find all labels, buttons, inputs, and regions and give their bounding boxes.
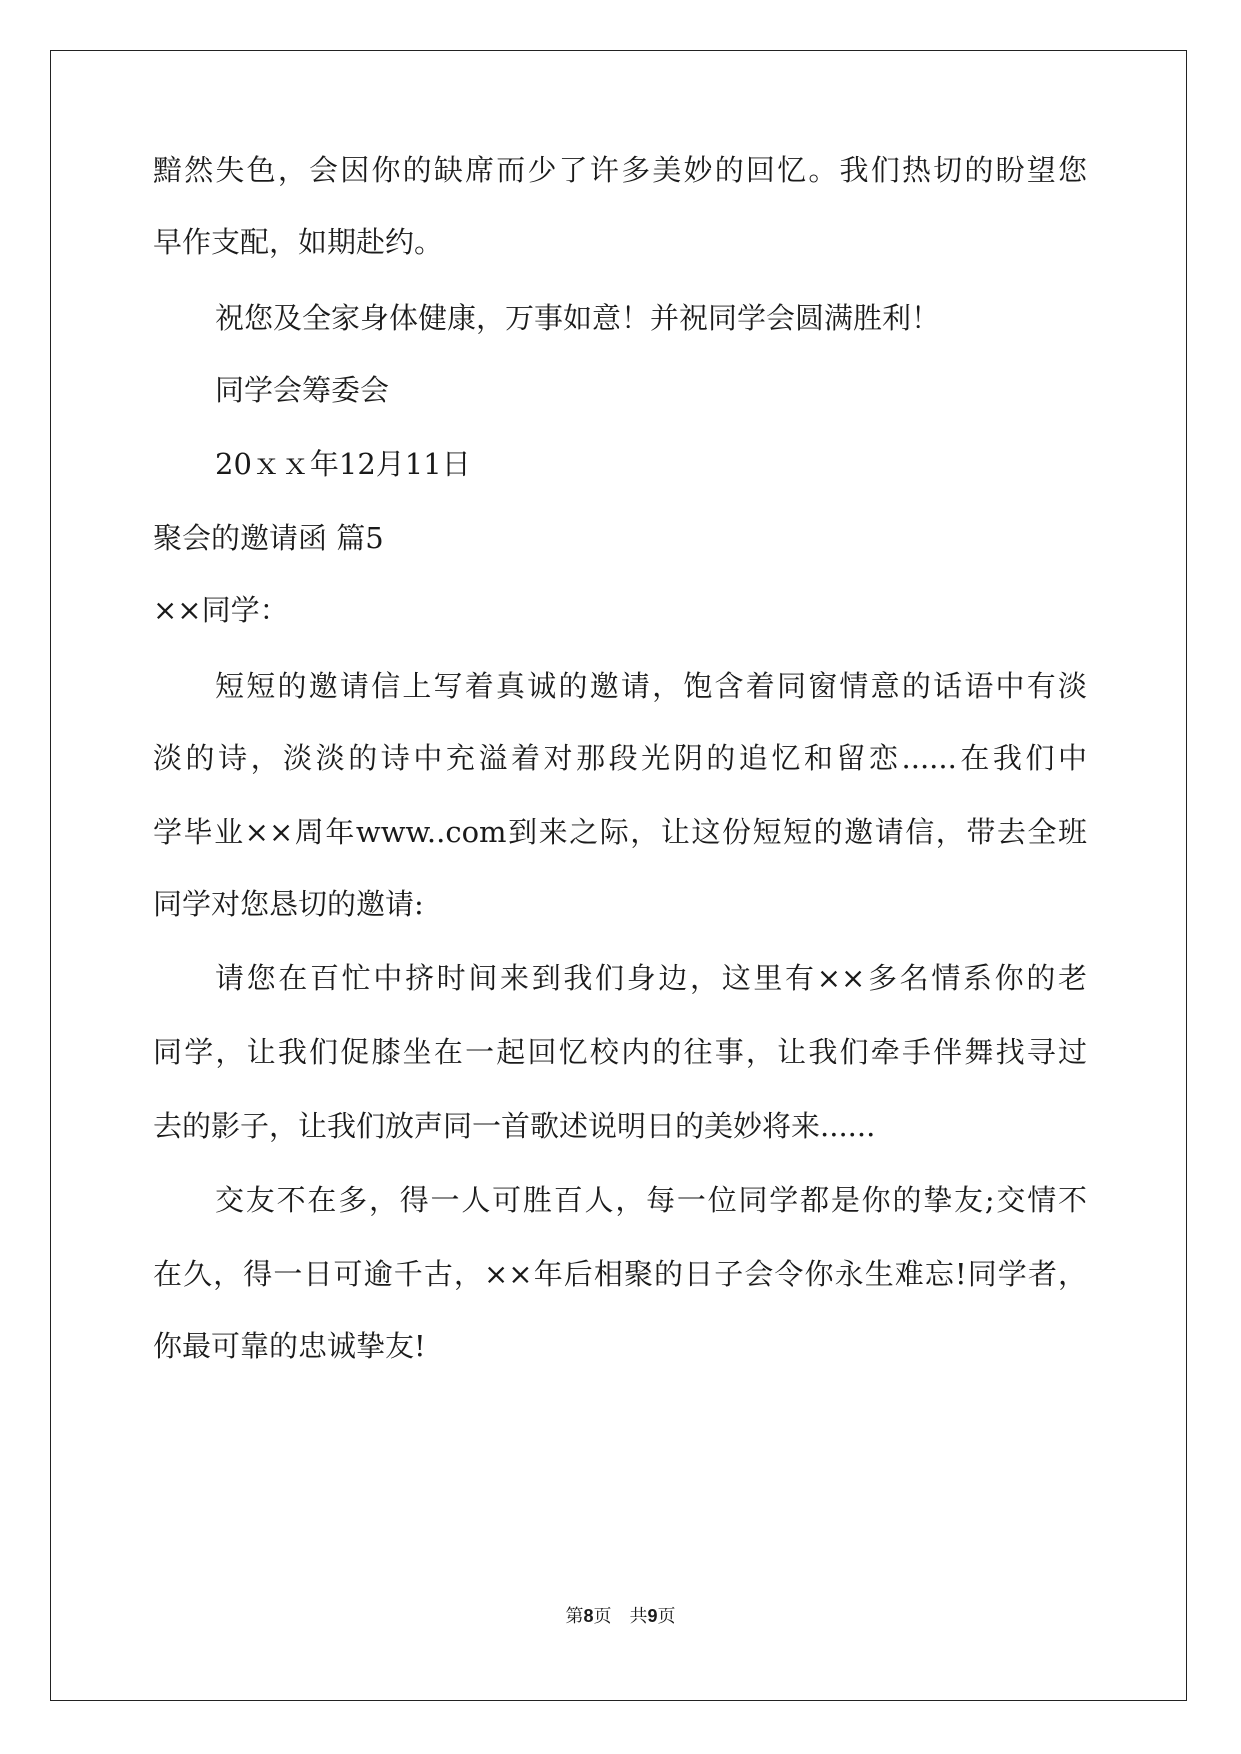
body-line: 去的影子，让我们放声同一首歌述说明日的美妙将来......: [153, 1109, 876, 1143]
footer-prefix: 第: [565, 1606, 584, 1627]
signature-committee: 同学会筹委会: [215, 373, 390, 407]
footer-total-pages: 9: [647, 1606, 658, 1626]
footer-suffix: 页: [657, 1606, 676, 1627]
body-line: 淡的诗，淡淡的诗中充溢着对那段光阴的追忆和留恋......在我们中: [153, 741, 1087, 775]
body-line: 你最可靠的忠诚挚友!: [153, 1329, 426, 1363]
page-footer: [0, 1604, 1241, 1629]
section-heading: 聚会的邀请函 篇5: [153, 521, 384, 555]
footer-current-page: 8: [583, 1606, 594, 1626]
body-line: 在久，得一日可逾千古，××年后相聚的日子会令你永生难忘!同学者，: [153, 1257, 1087, 1291]
body-line: 学毕业××周年www..com到来之际，让这份短短的邀请信，带去全班: [153, 815, 1087, 849]
body-line: 请您在百忙中挤时间来到我们身边，这里有××多名情系你的老: [215, 961, 1087, 995]
body-line: 黯然失色，会因你的缺席而少了许多美妙的回忆。我们热切的盼望您: [153, 153, 1087, 187]
signature-date: 20ｘｘ年12月11日: [215, 447, 471, 481]
body-line: 交友不在多，得一人可胜百人，每一位同学都是你的挚友;交情不: [215, 1183, 1087, 1217]
body-line: 同学，让我们促膝坐在一起回忆校内的往事，让我们牵手伴舞找寻过: [153, 1035, 1087, 1069]
body-line: 同学对您恳切的邀请:: [153, 887, 424, 921]
body-line: 祝您及全家身体健康，万事如意！并祝同学会圆满胜利！: [215, 301, 941, 335]
footer-mid: 页 共: [593, 1606, 648, 1627]
body-line: 短短的邀请信上写着真诚的邀请，饱含着同窗情意的话语中有淡: [215, 669, 1087, 703]
body-line: 早作支配，如期赴约。: [153, 225, 444, 259]
salutation: ××同学：: [153, 593, 289, 627]
